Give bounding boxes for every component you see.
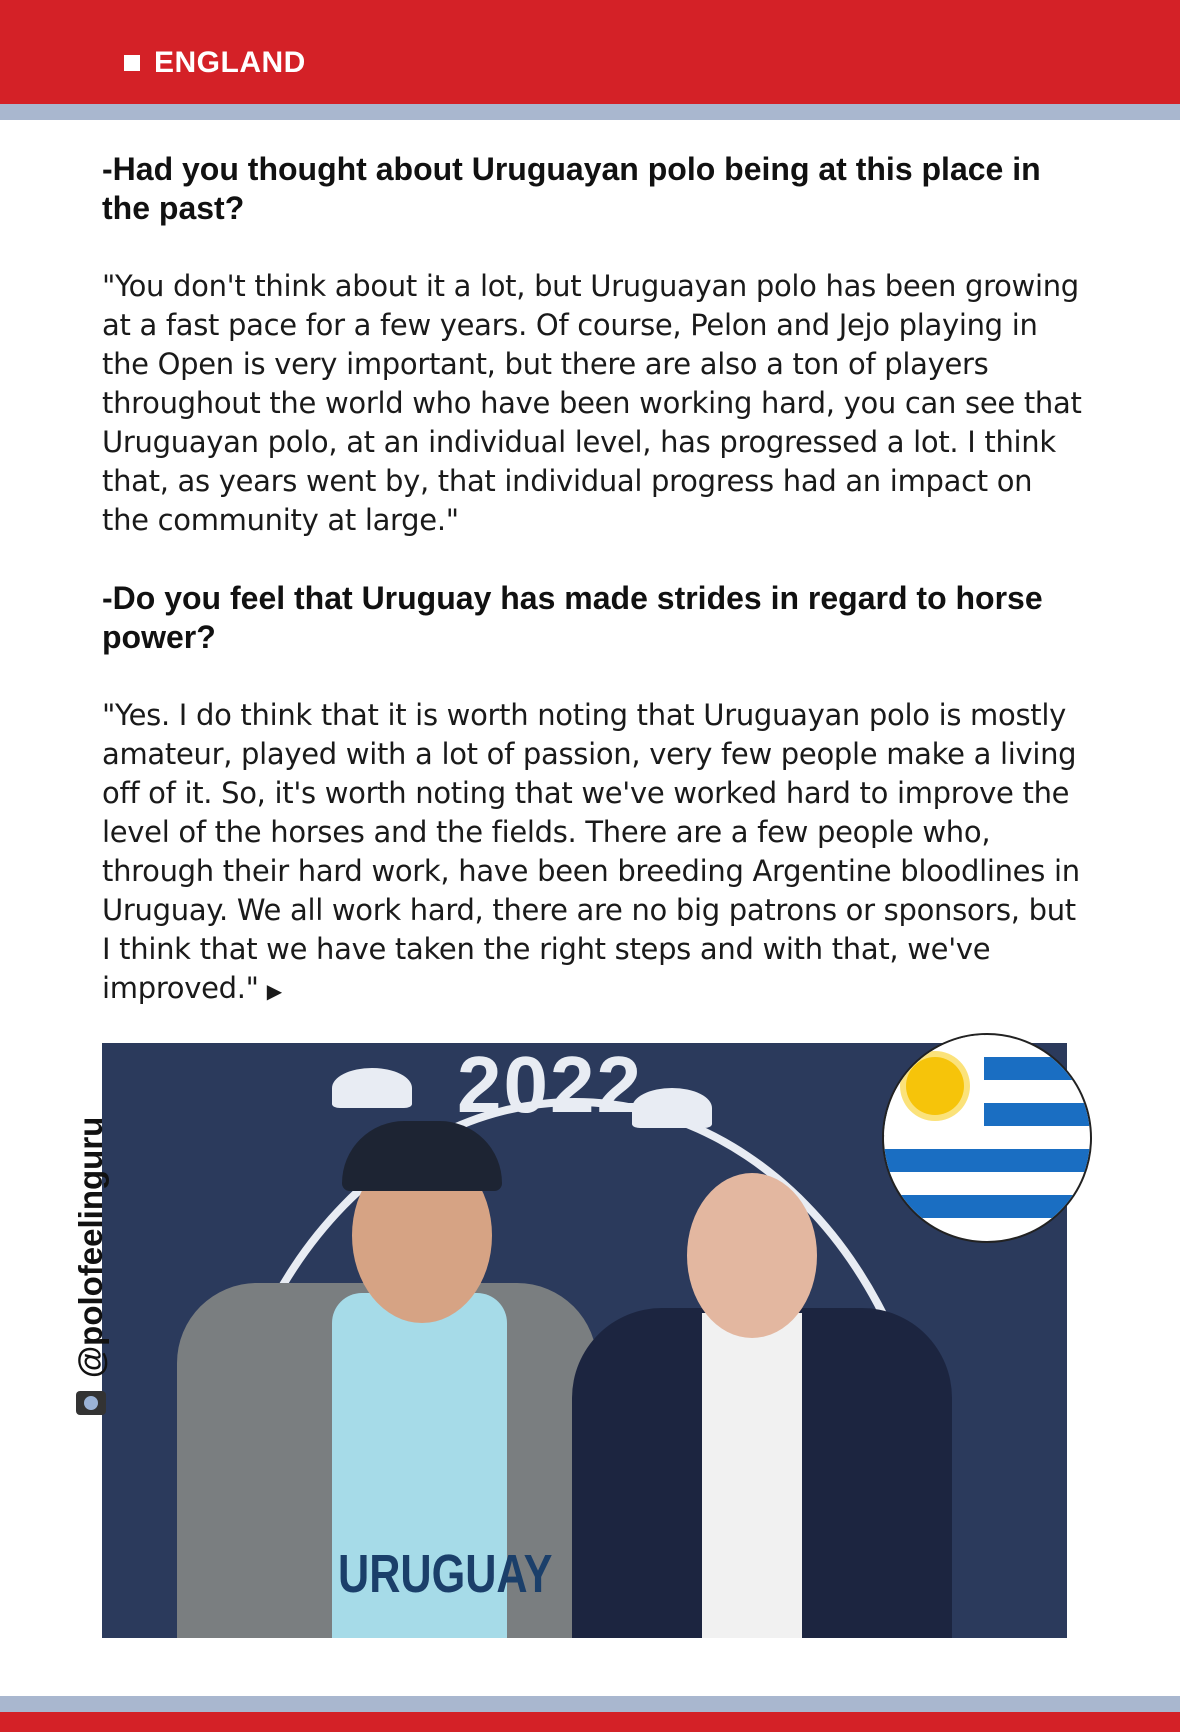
answer-2-text: "Yes. I do think that it is worth noting that Uruguayan polo is mostly amateur, played with a lot of passion, very few people make a living off of it. So, it's worth noting that we've worked hard to improve the level of the horses and the fields. There are a few people who, through their hard work, have been breeding Argentine bloodlines in Uruguay. We all work hard, there are no big patrons or sponsors, but I think that we have taken the right steps and with that, we've improved." — [102, 698, 1080, 1005]
footer-stripe — [0, 1696, 1180, 1712]
palm-icon — [332, 1068, 412, 1108]
section-tag — [124, 46, 306, 80]
header-stripe — [0, 104, 1180, 120]
question-1: -Had you thought about Uruguayan polo being at this place in the past? — [102, 151, 1041, 226]
answer-2 — [102, 696, 1082, 1011]
palm-icon — [632, 1088, 712, 1128]
uruguay-flag-icon — [882, 1033, 1092, 1243]
answer-1: "You don't think about it a lot, but Uruguayan polo has been growing at a fast pace for a few years. Of course, Pelon and Jejo playing in the Open is very important, but there are also a ton of players throughout the world who have been working hard, you can see that Uruguayan polo, at an individual level, has progressed a lot. I think that, as years went by, that individual progress had an impact on the community at large." — [102, 269, 1082, 537]
official-head — [687, 1173, 817, 1338]
square-bullet-icon — [124, 55, 140, 71]
camera-icon — [76, 1391, 106, 1415]
social-handle-text: @polofeelinguru — [72, 1116, 109, 1378]
shirt-lettering: URUGUAY — [338, 1544, 553, 1604]
footer-bar — [0, 1712, 1180, 1732]
section-label: ENGLAND — [154, 46, 306, 79]
article-body — [102, 150, 1082, 1011]
question-2: -Do you feel that Uruguay has made strides in regard to horse power? — [102, 580, 1043, 655]
sun-of-may-icon — [906, 1057, 964, 1115]
play-arrow-icon: ▶ — [266, 979, 282, 1003]
official-shirt — [702, 1313, 802, 1638]
backdrop-year: 2022 — [457, 1043, 643, 1129]
